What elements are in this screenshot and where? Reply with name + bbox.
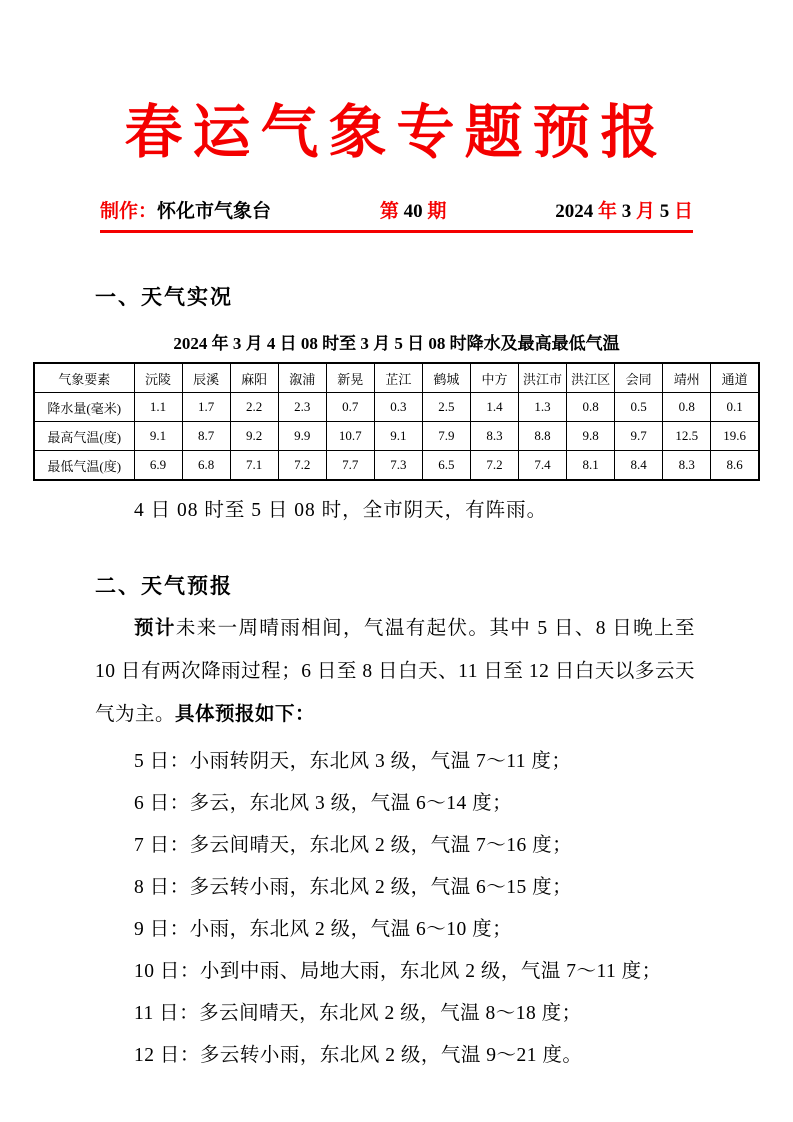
table-header-cell: 沅陵 bbox=[134, 363, 182, 393]
date-year: 2024 bbox=[555, 201, 594, 223]
data-cell: 7.7 bbox=[326, 451, 374, 481]
data-cell: 8.7 bbox=[182, 422, 230, 451]
table-header-cell: 麻阳 bbox=[230, 363, 278, 393]
table-header-cell: 溆浦 bbox=[278, 363, 326, 393]
issue-suffix: 期 bbox=[427, 201, 447, 223]
issue-number: 40 bbox=[398, 201, 428, 223]
data-cell: 2.5 bbox=[422, 393, 470, 422]
data-cell: 6.9 bbox=[134, 451, 182, 481]
table-title: 2024 年 3 月 4 日 08 时至 3 月 5 日 08 时降水及最高最低气温 bbox=[173, 334, 620, 354]
data-cell: 0.5 bbox=[615, 393, 663, 422]
table-header-cell: 靖州 bbox=[663, 363, 711, 393]
table-header-cell: 气象要素 bbox=[34, 363, 134, 393]
table-header-cell: 洪江市 bbox=[519, 363, 567, 393]
data-cell: 7.4 bbox=[519, 451, 567, 481]
meta-bar bbox=[100, 196, 693, 233]
data-cell: 7.9 bbox=[422, 422, 470, 451]
data-cell: 9.1 bbox=[134, 422, 182, 451]
data-cell: 7.2 bbox=[278, 451, 326, 481]
forecast-item-day11: 11 日：多云间晴天，东北风 2 级，气温 8～18 度； bbox=[134, 1002, 582, 1024]
date-day: 5 bbox=[659, 201, 670, 223]
table-header-cell: 鹤城 bbox=[422, 363, 470, 393]
data-cell: 0.3 bbox=[374, 393, 422, 422]
forecast-item-day6: 6 日：多云，东北风 3 级，气温 6～14 度； bbox=[134, 792, 513, 814]
data-cell: 1.1 bbox=[134, 393, 182, 422]
table-header-cell: 中方 bbox=[470, 363, 518, 393]
date-year-unit: 年 bbox=[593, 201, 622, 223]
section-2-heading: 二、天气预报 bbox=[95, 575, 233, 599]
data-cell: 7.1 bbox=[230, 451, 278, 481]
date-month-unit: 月 bbox=[631, 201, 660, 223]
table-header-cell: 通道 bbox=[711, 363, 759, 393]
data-cell: 9.2 bbox=[230, 422, 278, 451]
page-title: 春运气象专题预报 bbox=[124, 98, 669, 166]
data-cell: 2.3 bbox=[278, 393, 326, 422]
table-header-cell: 辰溪 bbox=[182, 363, 230, 393]
data-cell: 12.5 bbox=[663, 422, 711, 451]
date-field bbox=[555, 196, 693, 223]
data-cell: 6.5 bbox=[422, 451, 470, 481]
row-label: 最低气温(度) bbox=[34, 451, 134, 481]
data-cell: 9.8 bbox=[567, 422, 615, 451]
forecast-intro-lead: 预计 bbox=[134, 618, 176, 640]
issue-field bbox=[380, 196, 447, 223]
producer-label: 制作： bbox=[100, 201, 158, 223]
table-row-precipitation bbox=[34, 393, 759, 422]
forecast-item-day10: 10 日：小到中雨、局地大雨，东北风 2 级，气温 7～11 度； bbox=[134, 960, 662, 982]
data-cell: 0.8 bbox=[663, 393, 711, 422]
data-cell: 1.7 bbox=[182, 393, 230, 422]
table-header-row bbox=[34, 363, 759, 393]
forecast-item-day5: 5 日：小雨转阴天，东北风 3 级，气温 7～11 度； bbox=[134, 750, 572, 772]
table-row-min-temp bbox=[34, 451, 759, 481]
date-month: 3 bbox=[621, 201, 632, 223]
data-cell: 8.8 bbox=[519, 422, 567, 451]
date-day-unit: 日 bbox=[669, 201, 693, 223]
weather-summary: 4 日 08 时至 5 日 08 时，全市阴天，有阵雨。 bbox=[134, 500, 548, 522]
table-header-cell: 会同 bbox=[615, 363, 663, 393]
producer-name: 怀化市气象台 bbox=[157, 201, 272, 223]
data-cell: 0.8 bbox=[567, 393, 615, 422]
data-cell: 19.6 bbox=[711, 422, 759, 451]
data-cell: 10.7 bbox=[326, 422, 374, 451]
table-row-max-temp bbox=[34, 422, 759, 451]
data-cell: 7.2 bbox=[470, 451, 518, 481]
data-cell: 9.1 bbox=[374, 422, 422, 451]
data-cell: 7.3 bbox=[374, 451, 422, 481]
forecast-intro bbox=[95, 608, 695, 737]
forecast-item-day9: 9 日：小雨，东北风 2 级，气温 6～10 度； bbox=[134, 918, 513, 940]
data-cell: 6.8 bbox=[182, 451, 230, 481]
forecast-list bbox=[95, 741, 695, 1077]
data-cell: 9.9 bbox=[278, 422, 326, 451]
data-cell: 8.6 bbox=[711, 451, 759, 481]
data-cell: 8.3 bbox=[470, 422, 518, 451]
data-cell: 0.1 bbox=[711, 393, 759, 422]
table-header-cell: 芷江 bbox=[374, 363, 422, 393]
table-header-cell: 新晃 bbox=[326, 363, 374, 393]
data-cell: 2.2 bbox=[230, 393, 278, 422]
forecast-intro-tail: 具体预报如下： bbox=[175, 703, 316, 725]
data-cell: 8.4 bbox=[615, 451, 663, 481]
forecast-item-day7: 7 日：多云间晴天，东北风 2 级，气温 7～16 度； bbox=[134, 834, 573, 856]
data-cell: 0.7 bbox=[326, 393, 374, 422]
data-cell: 8.3 bbox=[663, 451, 711, 481]
section-1-heading: 一、天气实况 bbox=[95, 286, 233, 310]
data-cell: 1.4 bbox=[470, 393, 518, 422]
producer-field bbox=[100, 196, 271, 223]
row-label: 最高气温(度) bbox=[34, 422, 134, 451]
forecast-item-day12: 12 日：多云转小雨，东北风 2 级，气温 9～21 度。 bbox=[134, 1044, 583, 1066]
issue-prefix: 第 bbox=[379, 201, 399, 223]
data-cell: 8.1 bbox=[567, 451, 615, 481]
weather-table bbox=[33, 362, 760, 481]
data-cell: 9.7 bbox=[615, 422, 663, 451]
forecast-item-day8: 8 日：多云转小雨，东北风 2 级，气温 6～15 度； bbox=[134, 876, 573, 898]
row-label: 降水量(毫米) bbox=[34, 393, 134, 422]
table-header-cell: 洪江区 bbox=[567, 363, 615, 393]
forecast-intro-body: 未来一周晴雨相间，气温有起伏。其中 5 日、8 日晚上至 10 日有两次降雨过程；6 日至 8 日白天、11 日至 12 日白天以多云天气为主。 bbox=[95, 618, 695, 725]
data-cell: 1.3 bbox=[519, 393, 567, 422]
